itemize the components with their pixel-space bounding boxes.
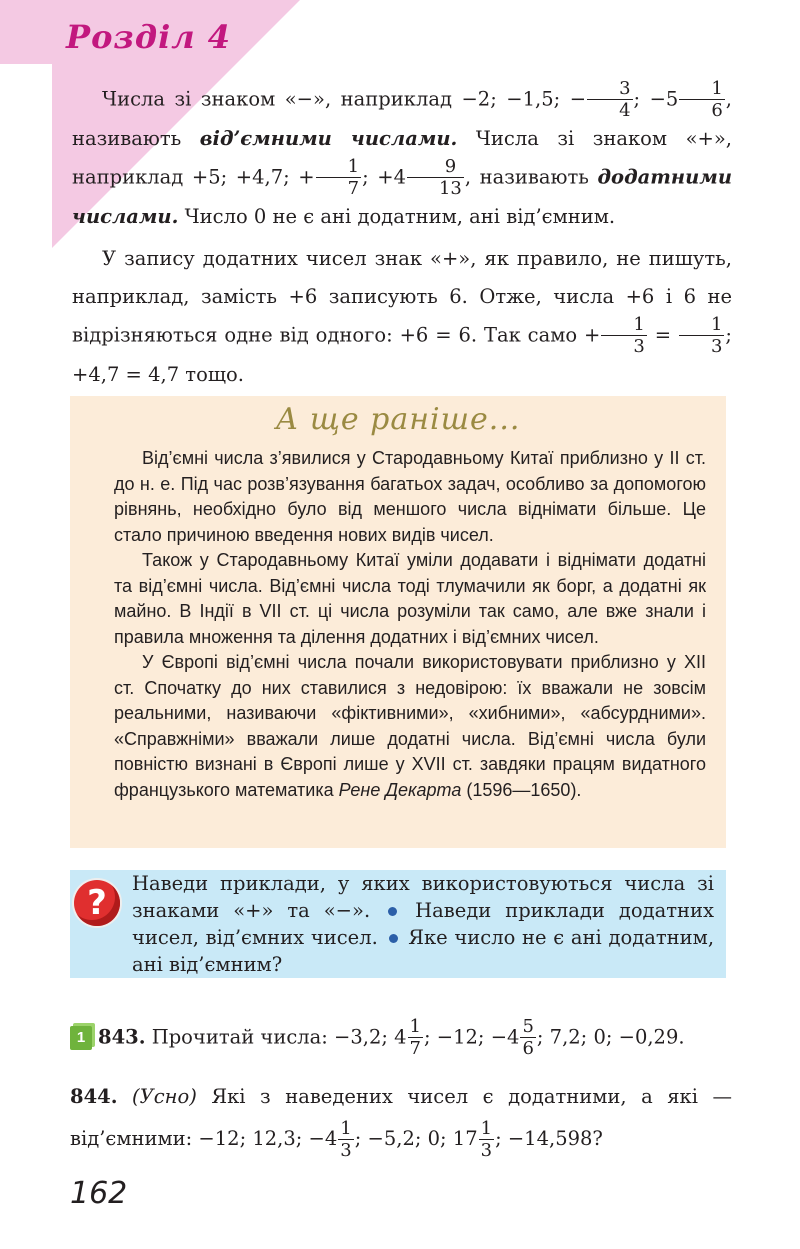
exercise-844: 844. (Усно) Які з наведених чисел є додатними, а які — від’ємними: −12; 12,3; −4 $\frac{1}{3}$ ; −5,2; 0; 17 $\frac{1}{3}$ ; −14,598? [70,1085,732,1161]
bullet-icon [388,907,397,916]
history-text [114,446,706,803]
fraction: $\frac{1}{3}$ [601,316,646,356]
fraction: $\frac{1}{7}$ [316,158,361,198]
term-negative: від’ємними числами. [199,127,458,150]
exercise-number: 843. [98,1025,146,1049]
oral-note: (Усно) [132,1085,197,1108]
fraction: $\frac{1}{3}$ [480,1117,493,1161]
exercise-number: 844. [70,1085,118,1108]
level-badge-icon: 1 [70,1026,92,1050]
history-paragraph: Від’ємні числа з’явилися у Стародавньому Китаї приблизно у II ст. до н. е. Під час розв’язування багатьох задач, особливо за допомогою рівнянь, необхідно було від меншого числа віднімати більше. Це стало причиною введення нових видів чисел. [114,448,706,545]
bullet-icon [389,934,398,943]
fraction: $\frac{1}{3}$ [340,1117,352,1161]
paragraph-plus-sign: У запису додатних чисел знак «+», як правило, не пишуть, наприклад, замість +6 записують 6. Отже, числа +6 і 6 не відрізняються одне від одного: +6 = 6. Так само + $\frac{1}{3}$ = $\frac{1}{3}$ ; +4,7 = 4,7 тощо. [72,247,732,386]
page-number: 162 [70,1176,128,1211]
history-title: А ще раніше... [275,402,521,437]
history-box [70,396,726,848]
term-positive: додатними числами. [72,165,733,228]
section-title: Розділ 4 [66,18,232,56]
history-paragraph: Також у Стародавньому Китаї уміли додавати і віднімати додатні та від’ємні числа. Від’ємні числа тоді тлумачили як борг, а додатні як майно. В Індії в VII ст. ці числа розуміли так само, але вже знали і правила множення та ділення додатних і від’ємних чисел. [114,550,706,647]
fraction: $\frac{5}{6}$ [522,1016,534,1059]
fraction: $\frac{1}{6}$ [679,80,724,120]
question-box [70,870,726,978]
fraction: $\frac{3}{4}$ [587,80,632,120]
fraction: $\frac{1}{7}$ [409,1016,421,1059]
mathematician-name: Рене Декарта [338,779,462,800]
paragraph-definitions: Числа зі знаком «−», наприклад −2; −1,5; − $\frac{3}{4}$ ; −5 $\frac{1}{6}$ , називають від’ємними числами. Числа зі знаком «+», наприклад +5; +4,7; + $\frac{1}{7}$ ; +4 $\frac{9}{13}$ , називають додатними числами. Число 0 не є ані додатним, ані від’ємним. [72,78,733,228]
exercise-843: 1 843. Прочитай числа: −3,2; 4 $\frac{1}{7}$ ; −12; −4 $\frac{5}{6}$ ; 7,2; 0; −0,29. [70,1018,732,1058]
question-text: Наведи приклади, у яких використовуються числа зі знаками «+» та «−». Наведи приклади додатних чисел, від’ємних чисел. Яке число не є ані додатним, ані від’ємним? [132,872,715,976]
fraction: $\frac{1}{3}$ [679,316,724,356]
fraction: $\frac{9}{13}$ [407,158,464,198]
history-paragraph: У Європі від’ємні числа почали використовувати приблизно у XII ст. Спочатку до них ставилися з недовірою: їх вважали не зовсім реальними, називаючи «фіктивними», «хибними», «абсурдними». «Справжніми» вважали лише додатні числа. Від’ємні числа були повністю визнані в Європі лише у XVII ст. завдяки працям видатного французького математика Рене Декарта (1596—1650). [114,652,706,800]
question-mark-icon: ? [74,880,120,926]
